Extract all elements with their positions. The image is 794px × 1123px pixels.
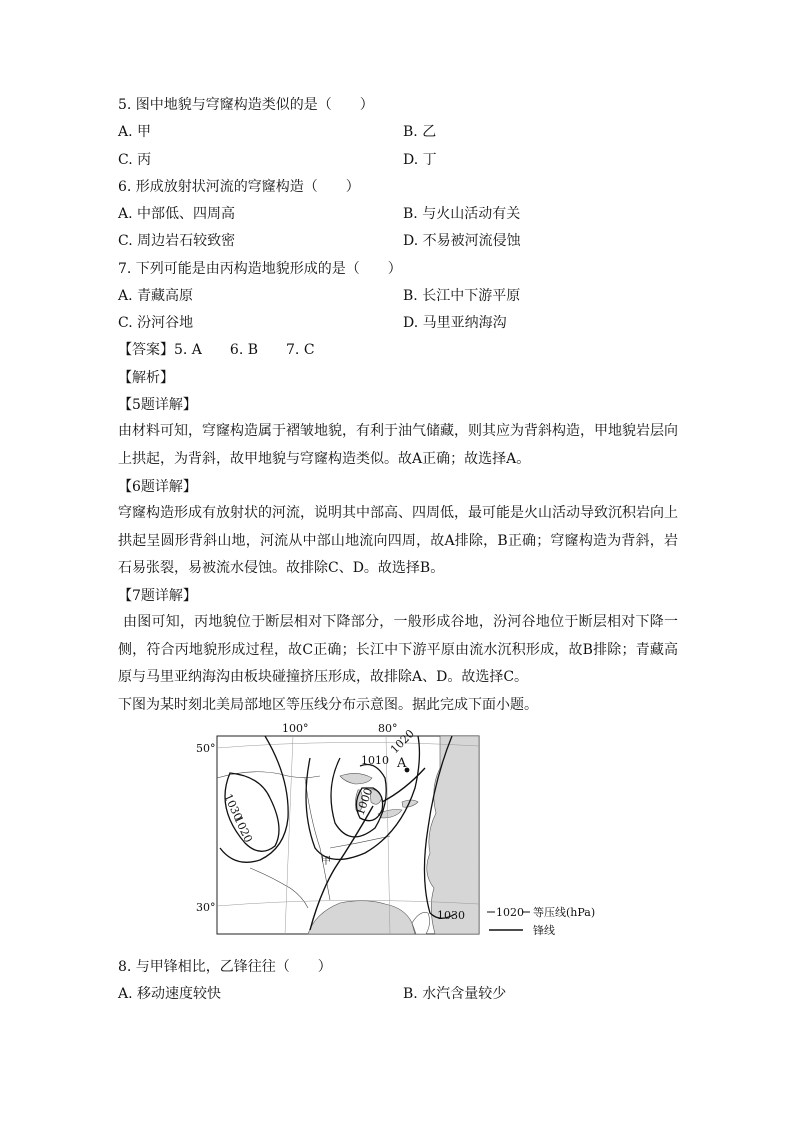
question-7-option-a: A. 青藏高原	[118, 288, 194, 304]
question-5-option-b: B. 乙	[403, 124, 437, 140]
detail-5-title: 【5题详解】	[118, 397, 197, 413]
isobar-map-figure	[190, 718, 610, 943]
detail-5-text: 由材料可知，穹窿构造属于褶皱地貌，有利于油气储藏，则其应为背斜构造，甲地貌岩层向上拱起，为背斜，故甲地貌与穹窿构造类似。故A正确；故选择A。	[118, 423, 678, 467]
legend-isobar-text: 等压线(hPa)	[533, 906, 596, 919]
label-front-jia: 甲	[321, 856, 331, 867]
detail-7-text: 由图可知，丙地貌位于断层相对下降部分，一般形成谷地，汾河谷地位于断层相对下降一侧，符合丙地貌形成过程，故C正确；长江中下游平原由流水沉积形成，故B排除；青藏高原与马里亚纳海沟由板块碰撞挤压形成，故排除A、D。故选择C。	[118, 614, 678, 685]
question-6-option-b: B. 与火山活动有关	[403, 206, 521, 222]
legend-front-text: 锋线	[533, 924, 555, 937]
question-7-option-c: C. 汾河谷地	[118, 315, 194, 331]
detail-6-text: 穹窿构造形成有放射状的河流，说明其中部高、四周低，最可能是火山活动导致沉积岩向上拱起呈圆形背斜山地，河流从中部山地流向四周，故A排除，B正确；穹窿构造为背斜，岩石易张裂，易被流水侵蚀。故排除C、D。故选择B。	[118, 505, 678, 576]
label-isobar-1010: 1010	[361, 754, 389, 767]
label-isobar-1030-west: 1030	[221, 791, 245, 823]
question-5-option-a: A. 甲	[118, 124, 152, 140]
question-6-option-c: C. 周边岩石较致密	[118, 233, 236, 249]
label-lat-50: 50°	[196, 742, 216, 755]
question-6-option-a: A. 中部低、四周高	[118, 206, 236, 222]
label-lon-100: 100°	[282, 722, 309, 735]
question-7-stem: 7. 下列可能是由丙构造地貌形成的是（ ）	[118, 261, 402, 277]
label-isobar-1020-top: 1020	[387, 727, 417, 757]
question-6-stem: 6. 形成放射状河流的穹窿构造（ ）	[118, 179, 360, 195]
question-7-option-d: D. 马里亚纳海沟	[403, 315, 507, 331]
question-8-option-a: A. 移动速度较快	[118, 986, 222, 1002]
label-isobar-1000: 1000	[353, 786, 376, 818]
detail-7-title: 【7题详解】	[118, 588, 197, 604]
question-8-option-b: B. 水汽含量较少	[403, 986, 507, 1002]
question-7-option-b: B. 长江中下游平原	[403, 288, 521, 304]
analysis-title: 【解析】	[118, 370, 174, 386]
question-5-option-c: C. 丙	[118, 152, 152, 168]
question-5-option-d: D. 丁	[403, 152, 437, 168]
isobar-map	[190, 718, 610, 943]
answer-line: 【答案】5. A 6. B 7. C	[118, 342, 315, 358]
label-isobar-1020-west: 1020	[231, 813, 255, 845]
question-6-option-d: D. 不易被河流侵蚀	[403, 233, 521, 249]
map-intro: 下图为某时刻北美局部地区等压线分布示意图。据此完成下面小题。	[118, 697, 538, 713]
label-lat-30: 30°	[196, 901, 216, 914]
legend-isobar-value: 1020	[496, 906, 524, 919]
question-5-stem: 5. 图中地貌与穹窿构造类似的是（ ）	[118, 97, 374, 113]
label-point-a: A	[397, 756, 407, 771]
label-isobar-1030-east: 1030	[437, 909, 465, 922]
detail-6-title: 【6题详解】	[118, 479, 197, 495]
label-lon-80: 80°	[378, 722, 398, 735]
question-8-stem: 8. 与甲锋相比，乙锋往往（ ）	[118, 959, 332, 975]
